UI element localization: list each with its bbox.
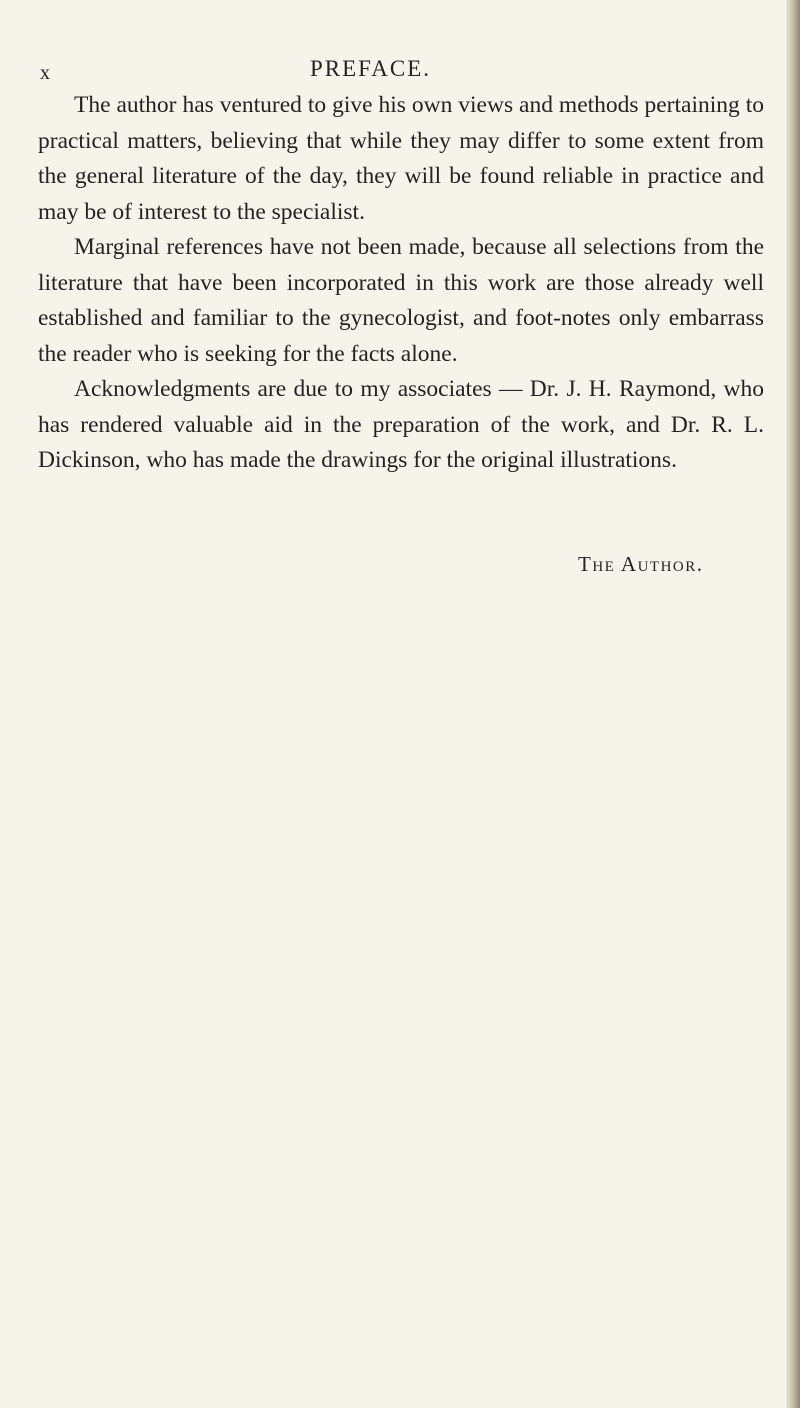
page-edge-shadow xyxy=(786,0,800,1408)
paragraph-author-views: The author has ventured to give his own views and methods pertaining to practical matters, believing that while they may differ to some extent from the general literature of the day, they will be found reliable in practice and may be of interest to the specialist. xyxy=(38,92,764,225)
author-signature: The Author. xyxy=(578,552,704,576)
running-head xyxy=(0,56,800,86)
paragraph-marginal-references: Marginal references have not been made, because all selections from the literature that have been incorporated in this work are those already well established and familiar to the gynecologist, and foot-notes only embarrass the reader who is seeking for the facts alone. xyxy=(38,234,764,367)
paragraph-acknowledgments: Acknowledgments are due to my associates — Dr. J. H. Raymond, who has rendered valuable aid in the preparation of the work, and Dr. R. L. Dickinson, who has made the drawings for the original illustrations. xyxy=(38,376,764,473)
preface-body xyxy=(38,88,764,479)
page-number: x xyxy=(40,62,51,84)
running-title: PREFACE. xyxy=(310,56,432,81)
